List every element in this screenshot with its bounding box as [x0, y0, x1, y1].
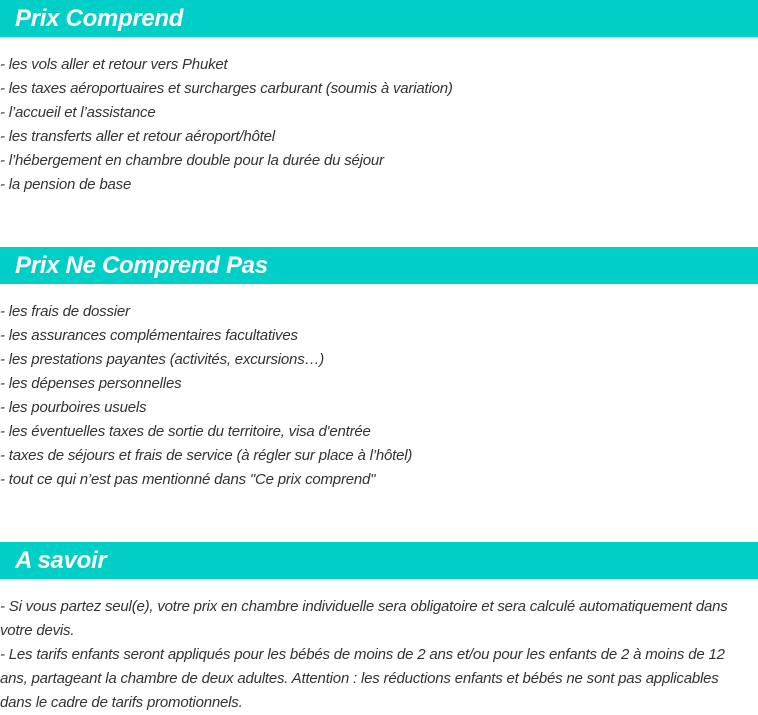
- list-item: - tout ce qui n’est pas mentionné dans "Ce prix comprend": [0, 471, 376, 488]
- info-header: [0, 542, 758, 579]
- excludes-title: Prix Ne Comprend Pas: [15, 252, 268, 279]
- excludes-list: [0, 300, 758, 492]
- info-body: [0, 595, 752, 715]
- list-item: - les assurances complémentaires facultatives: [0, 327, 298, 344]
- excludes-header: [0, 247, 758, 284]
- list-item: - les dépenses personnelles: [0, 375, 182, 392]
- list-item: - les éventuelles taxes de sortie du territoire, visa d'entrée: [0, 423, 371, 440]
- info-paragraph: - Si vous partez seul(e), votre prix en chambre individuelle sera obligatoire et sera calculé automatiquement dans votre devis.: [0, 598, 728, 639]
- includes-header: [0, 0, 758, 37]
- list-item: - l’hébergement en chambre double pour la durée du séjour: [0, 152, 384, 169]
- includes-title: Prix Comprend: [15, 5, 184, 32]
- info-paragraph: - Les tarifs enfants seront appliqués pour les bébés de moins de 2 ans et/ou pour les enfants de 2 à moins de 12 ans, partageant la chambre de deux adultes. Attention : les réductions enfants et bébés ne sont pas applicables dans le cadre de tarifs promotionnels.: [0, 646, 725, 711]
- includes-list: [0, 53, 758, 197]
- list-item: - les transferts aller et retour aéroport/hôtel: [0, 128, 275, 145]
- info-title: A savoir: [15, 547, 107, 574]
- list-item: - les vols aller et retour vers Phuket: [0, 56, 228, 73]
- list-item: - les prestations payantes (activités, excursions…): [0, 351, 325, 368]
- list-item: - les pourboires usuels: [0, 399, 147, 416]
- list-item: - la pension de base: [0, 176, 132, 193]
- list-item: - l’accueil et l’assistance: [0, 104, 156, 121]
- list-item: - les taxes aéroportuaires et surcharges carburant (soumis à variation): [0, 80, 453, 97]
- list-item: - les frais de dossier: [0, 303, 130, 320]
- list-item: - taxes de séjours et frais de service (à régler sur place à l’hôtel): [0, 447, 413, 464]
